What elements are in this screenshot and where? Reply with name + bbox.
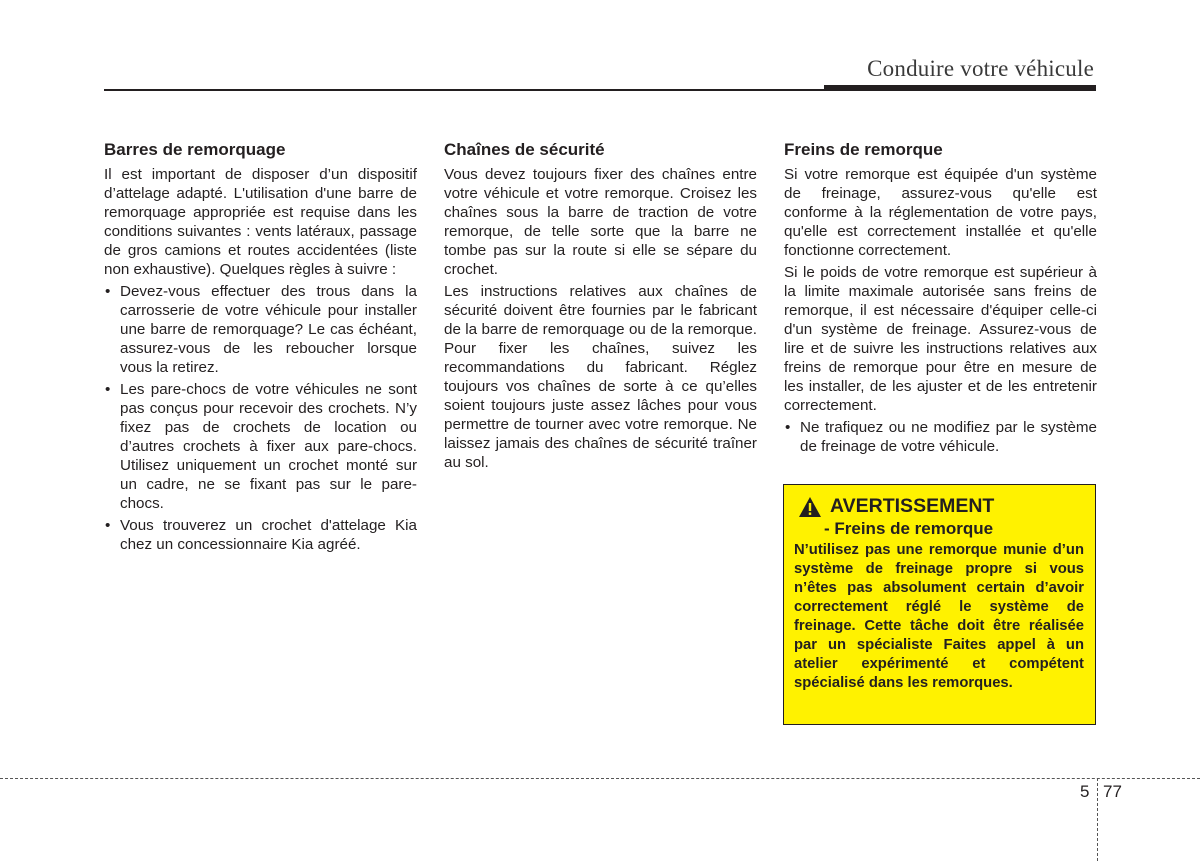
tow-bars-intro: Il est important de disposer d’un dispositif d’attelage adapté. L'utilisation d'une barre de remorquage appropriée est requise dans les conditions suivantes : vents latéraux, passage de gros camions et routes accidentées (liste non exhaustive). Quelques règles à suivre :: [104, 166, 417, 278]
safety-chains-paragraph: Les instructions relatives aux chaînes de sécurité doivent être fournies par le fabricant de la barre de remorquage ou de la remorque. Pour fixer les chaînes, suivez les recommandations du fabricant. Réglez toujours vos chaînes de sorte à ce qu’elles soient toujours juste assez lâches pour vous permettre de tourner avec votre remorque. Ne laissez jamais des chaînes de sécurité traîner au sol.: [444, 283, 757, 471]
trailer-brakes-paragraph: Si votre remorque est équipée d'un système de freinage, assurez-vous qu'elle est conforme à la réglementation de votre pays, qu'elle est correctement installée et qu'elle fonctionne correctement.: [784, 166, 1097, 259]
section-heading-safety-chains: Chaînes de sécurité: [444, 140, 605, 159]
column-tow-bars: [104, 139, 417, 557]
list-item: • Vous trouverez un crochet d'attelage Kia chez un concessionnaire Kia agréé.: [105, 517, 417, 553]
chapter-number: 5: [1080, 782, 1090, 801]
section-heading-trailer-brakes: Freins de remorque: [784, 140, 943, 159]
footer-divider: [0, 778, 1200, 779]
warning-triangle-icon: [798, 496, 822, 518]
page-number: 77: [1103, 782, 1122, 801]
safety-chains-paragraph: Vous devez toujours fixer des chaînes entre votre véhicule et votre remorque. Croisez les chaînes sous la barre de traction de votre remorque, de telle sorte que la barre ne tombe pas sur la route si elle se sépare du crochet.: [444, 166, 757, 278]
page-header-title: Conduire votre véhicule: [867, 56, 1094, 81]
header-rule: [104, 89, 824, 91]
list-item: • Les pare-chocs de votre véhicules ne sont pas conçus pour recevoir des crochets. N’y fixez pas de crochets de location ou d’autres crochets à fixer aux pare-chocs. Utilisez uniquement un crochet monté sur un cadre, ne se fixant pas sur le pare-chocs.: [105, 381, 417, 512]
list-item: • Devez-vous effectuer des trous dans la carrosserie de votre véhicule pour installer une barre de remorquage? Le cas échéant, assurez-vous de les reboucher lorsque vous la retirez.: [105, 283, 417, 376]
warning-box: [783, 484, 1096, 725]
trailer-brakes-list: [784, 418, 1097, 456]
bullet-icon: •: [105, 283, 111, 300]
footer-page-divider: [1097, 778, 1098, 861]
list-item: • Ne trafiquez ou ne modifiez par le système de freinage de votre véhicule.: [785, 419, 1097, 455]
column-safety-chains: [444, 139, 757, 475]
trailer-brakes-paragraph: Si le poids de votre remorque est supérieur à la limite maximale autorisée sans freins de remorque, il est nécessaire d'équiper celle-ci d'un système de freinage. Assurez-vous de lire et de suivre les instructions relatives aux freins de remorque pour être en mesure de les installer, de les ajuster et de les entretenir correctement.: [784, 264, 1097, 414]
header-rule-accent: [824, 85, 1096, 91]
warning-subtitle: - Freins de remorque: [824, 519, 994, 538]
bullet-icon: •: [105, 517, 111, 534]
section-heading-tow-bars: Barres de remorquage: [104, 140, 286, 159]
bullet-icon: •: [105, 381, 111, 398]
warning-text: N’utilisez pas une remorque munie d’un système de freinage propre si vous n’êtes pas absolument certain d’avoir correctement réglé le système de freinage. Cette tâche doit être réalisée par un spécialiste Faites appel à un atelier expérimenté et compétent spécialisé dans les remorques.: [794, 542, 1084, 691]
tow-bars-rules-list: [104, 282, 417, 554]
warning-header: [794, 495, 1084, 518]
warning-title: AVERTISSEMENT: [830, 495, 995, 517]
column-trailer-brakes: [784, 139, 1097, 459]
bullet-icon: •: [785, 419, 791, 436]
